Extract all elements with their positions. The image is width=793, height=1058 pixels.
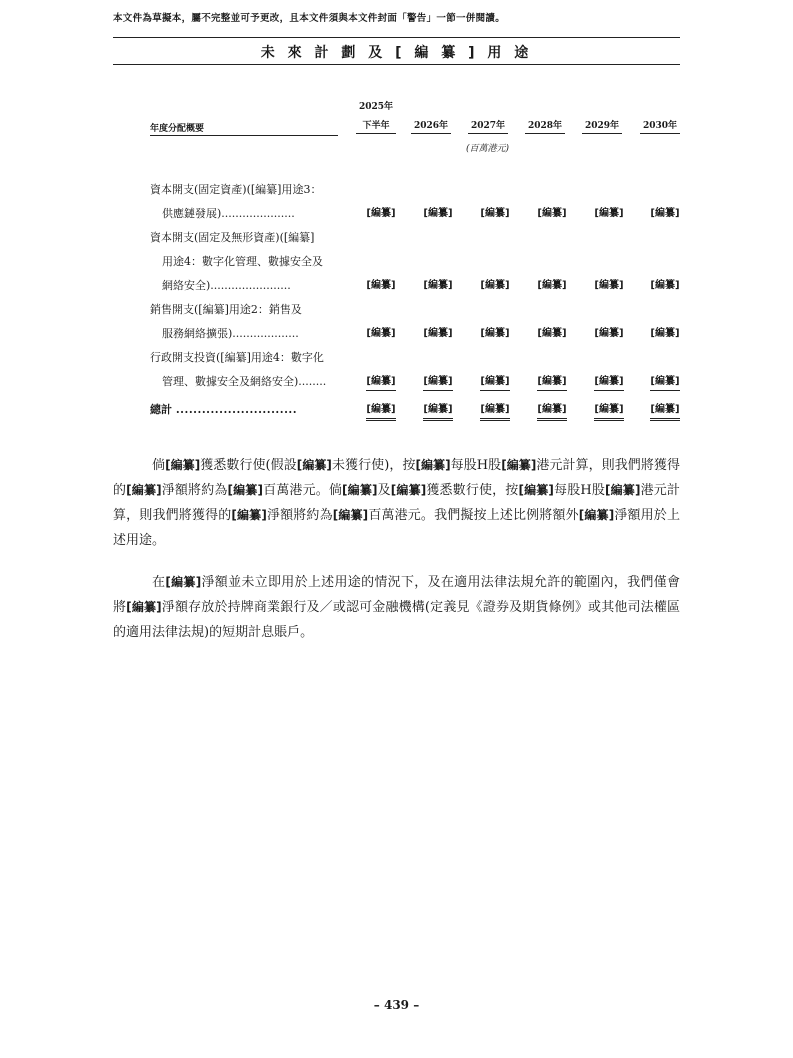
total-value-2026: [編纂]	[423, 403, 453, 421]
row-3-label-line-1: 銷售開支([編纂]用途2：銷售及	[150, 303, 302, 316]
row-3-value-2026: [編纂]	[423, 328, 453, 339]
row-2-value-2028: [編纂]	[537, 280, 567, 291]
paragraph-text: 每股H股	[553, 483, 605, 498]
unit-label: (百萬港元)	[466, 144, 510, 154]
row-2-value-2027: [編纂]	[480, 280, 510, 291]
row-4-label-line-1: 行政開支投資([編纂]用途4：數字化	[150, 351, 324, 364]
paragraph-text: 及	[377, 483, 391, 498]
redacted-term: [編纂]	[296, 458, 332, 472]
paragraph-text: 淨額用於上述用途。	[113, 508, 680, 548]
body-paragraph-1	[113, 453, 680, 553]
redacted-term: [編纂]	[578, 508, 615, 522]
row-2-value-2029: [編纂]	[594, 280, 624, 291]
row-1-value-2026: [編纂]	[423, 208, 453, 219]
total-label: 總計	[150, 403, 172, 416]
row-1-value-2029: [編纂]	[594, 208, 624, 219]
row-3-value-2027: [編纂]	[480, 328, 510, 339]
row-1-value-2028: [編纂]	[537, 208, 567, 219]
paragraph-text: 淨額存放於持牌商業銀行及／或認可金融機構(定義見《證券及期貨條例》或其他司法權區的適用法律法規)的短期計息賬戶。	[113, 600, 680, 640]
row-4-value-2026: [編纂]	[423, 375, 453, 391]
row-3-value-2030: [編纂]	[650, 328, 680, 339]
total-value-2027: [編纂]	[480, 403, 510, 421]
total-label-line	[150, 403, 297, 417]
row-4-value-2029: [編纂]	[594, 375, 624, 391]
redacted-term: [編纂]	[415, 458, 451, 472]
row-4-value-2030: [編纂]	[650, 375, 680, 391]
paragraph-text: 每股H股	[450, 458, 502, 473]
paragraph-text: 倘	[152, 458, 166, 473]
row-1-value-2025h2: [編纂]	[366, 208, 396, 219]
body-paragraph-2	[113, 570, 680, 645]
title-rule	[113, 64, 680, 65]
paragraph-text: 港元計算，則我們將獲得的	[113, 458, 680, 498]
paragraph-text: 百萬港元。倘	[262, 483, 343, 498]
row-4-label-line-2: 管理、數據安全及網絡安全)........	[162, 375, 327, 388]
row-2-value-2025h2: [編纂]	[366, 280, 396, 291]
column-header-2027: 2027年	[468, 120, 508, 134]
redacted-term: [編纂]	[518, 483, 554, 497]
redacted-term: [編纂]	[126, 600, 162, 614]
column-header-2025h2: 下半年	[356, 120, 396, 134]
row-2-label-line-1: 資本開支(固定及無形資產)([編纂]	[150, 231, 315, 244]
redacted-term: [編纂]	[165, 458, 201, 472]
redacted-term: [編纂]	[501, 458, 537, 472]
row-3-label-line-2: 服務網絡擴張)...................	[162, 327, 299, 340]
row-2-value-2026: [編纂]	[423, 280, 453, 291]
paragraph-text: 獲悉數行使，按	[426, 483, 519, 498]
row-2-label-line-2: 用途4：數字化管理、數據安全及	[162, 255, 323, 268]
paragraph-text: 獲悉數行使(假設	[200, 458, 297, 473]
redacted-term: [編纂]	[126, 483, 162, 497]
page-number: – 439 –	[373, 998, 420, 1012]
row-2-label-line-3: 網絡安全).......................	[162, 279, 291, 292]
row-4-value-2025h2: [編纂]	[366, 375, 396, 391]
redacted-term: [編纂]	[342, 483, 378, 497]
row-3-value-2028: [編纂]	[537, 328, 567, 339]
total-dots: ............................	[175, 403, 298, 416]
paragraph-text: 港元計算，則我們將獲得的	[113, 483, 680, 523]
column-header-2030: 2030年	[640, 120, 680, 134]
column-header-2026: 2026年	[411, 120, 451, 134]
paragraph-text: 未獲行使)，按	[331, 458, 416, 473]
total-value-2030: [編纂]	[650, 403, 680, 421]
row-1-value-2027: [編纂]	[480, 208, 510, 219]
total-value-2029: [編纂]	[594, 403, 624, 421]
column-header-2029: 2029年	[582, 120, 622, 134]
paragraph-text: 淨額將約為	[266, 508, 333, 523]
column-header-2025h2-year: 2025年	[358, 102, 394, 112]
row-label-header: 年度分配概要	[150, 121, 338, 136]
paragraph-text: 在	[152, 575, 166, 590]
paragraph-text: 淨額並未立即用於上述用途的情況下，及在適用法律法規允許的範圍內，我們僅會將	[113, 575, 680, 615]
redacted-term: [編纂]	[332, 508, 369, 522]
row-3-value-2025h2: [編纂]	[366, 328, 396, 339]
total-value-2025h2: [編纂]	[366, 403, 396, 421]
total-value-2028: [編纂]	[537, 403, 567, 421]
paragraph-text: 淨額將約為	[161, 483, 228, 498]
redacted-term: [編纂]	[227, 483, 263, 497]
redacted-term: [編纂]	[231, 508, 267, 522]
redacted-term: [編纂]	[390, 483, 427, 497]
top-rule	[113, 37, 680, 38]
redacted-term: [編纂]	[605, 483, 641, 497]
row-1-value-2030: [編纂]	[650, 208, 680, 219]
section-title: 未 來 計 劃 及 [ 編 纂 ] 用 途	[260, 45, 533, 61]
row-3-value-2029: [編纂]	[594, 328, 624, 339]
row-4-value-2028: [編纂]	[537, 375, 567, 391]
column-header-2028: 2028年	[525, 120, 565, 134]
row-2-value-2030: [編纂]	[650, 280, 680, 291]
row-1-label-line-1: 資本開支(固定資產)([編纂]用途3：	[150, 183, 322, 196]
paragraph-text: 百萬港元。我們擬按上述比例將額外	[368, 508, 579, 523]
draft-disclaimer: 本文件為草擬本，屬不完整並可予更改，且本文件須與本文件封面「警告」一節一併閱讀。	[113, 13, 506, 24]
row-1-label-line-2: 供應鏈發展).....................	[162, 207, 295, 220]
redacted-term: [編纂]	[165, 575, 202, 589]
row-4-value-2027: [編纂]	[480, 375, 510, 391]
